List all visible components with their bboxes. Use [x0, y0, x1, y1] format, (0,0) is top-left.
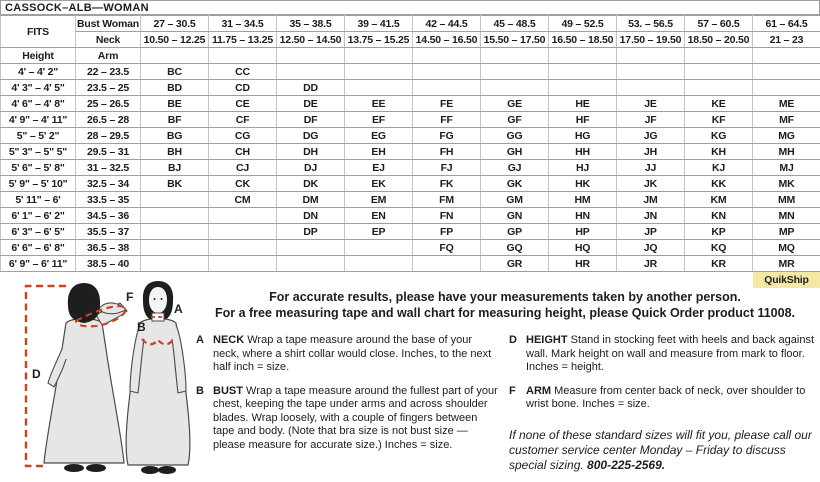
size-code-cell: DN — [277, 208, 345, 224]
spacer-cell — [141, 48, 209, 64]
size-code-cell: HN — [549, 208, 617, 224]
size-code-cell: BC — [141, 64, 209, 80]
size-code-cell: MH — [753, 144, 820, 160]
bust-range-header: 35 – 38.5 — [277, 16, 345, 32]
neck-range-header: 13.75 – 15.25 — [345, 32, 413, 48]
instruction-letter: A — [196, 334, 204, 346]
table-row — [1, 208, 820, 224]
back-view-figure — [44, 283, 127, 472]
size-code-cell: FK — [413, 176, 481, 192]
size-code-cell: EG — [345, 128, 413, 144]
size-code-cell: CE — [209, 96, 277, 112]
arm-range-cell: 23.5 – 25 — [76, 80, 141, 96]
height-range-cell: 4' – 4' 2" — [1, 64, 76, 80]
table-row — [1, 224, 820, 240]
height-range-cell: 5" – 5' 2" — [1, 128, 76, 144]
size-code-cell: GK — [481, 176, 549, 192]
unavailable-cell — [209, 256, 277, 272]
size-code-cell: EP — [345, 224, 413, 240]
unavailable-cell — [141, 208, 209, 224]
table-row — [1, 176, 820, 192]
size-code-cell: GF — [481, 112, 549, 128]
intro-line-1: For accurate results, please have your measurements taken by another person. — [269, 290, 741, 304]
height-range-cell: 4' 9" – 4' 11" — [1, 112, 76, 128]
size-code-cell: GQ — [481, 240, 549, 256]
arm-range-cell: 25 – 26.5 — [76, 96, 141, 112]
height-range-cell: 4' 6" – 4' 8" — [1, 96, 76, 112]
height-range-cell: 6' 3" – 6' 5" — [1, 224, 76, 240]
table-title: CASSOCK–ALB—WOMAN — [0, 0, 820, 15]
size-code-cell: ME — [753, 96, 820, 112]
size-code-cell: JP — [617, 224, 685, 240]
size-code-cell: BH — [141, 144, 209, 160]
size-code-cell: GG — [481, 128, 549, 144]
size-code-cell: JQ — [617, 240, 685, 256]
unavailable-cell — [413, 64, 481, 80]
size-code-cell: DD — [277, 80, 345, 96]
instruction-bust — [196, 385, 501, 453]
size-code-cell: JK — [617, 176, 685, 192]
size-code-cell: FJ — [413, 160, 481, 176]
height-range-cell: 5' 9" – 5' 10" — [1, 176, 76, 192]
table-row — [1, 144, 820, 160]
instruction-neck — [196, 334, 501, 375]
table-row — [1, 256, 820, 272]
unavailable-cell — [481, 80, 549, 96]
instructions-right-column — [509, 334, 814, 473]
size-code-cell: DG — [277, 128, 345, 144]
size-code-cell: DK — [277, 176, 345, 192]
neck-row-label: Neck — [76, 32, 141, 48]
height-range-cell: 6' 9" – 6' 11" — [1, 256, 76, 272]
unavailable-cell — [413, 80, 481, 96]
size-code-cell: CJ — [209, 160, 277, 176]
size-code-cell: DF — [277, 112, 345, 128]
size-code-cell: JE — [617, 96, 685, 112]
arm-range-cell: 35.5 – 37 — [76, 224, 141, 240]
figure-label-b: B — [137, 320, 146, 334]
unavailable-cell — [345, 80, 413, 96]
size-code-cell: JR — [617, 256, 685, 272]
measuring-instructions — [196, 289, 814, 473]
size-code-cell: HR — [549, 256, 617, 272]
arm-range-cell: 29.5 – 31 — [76, 144, 141, 160]
size-code-cell: EK — [345, 176, 413, 192]
unavailable-cell — [617, 80, 685, 96]
table-row — [1, 192, 820, 208]
bust-range-header: 42 – 44.5 — [413, 16, 481, 32]
arm-range-cell: 26.5 – 28 — [76, 112, 141, 128]
unavailable-cell — [141, 240, 209, 256]
size-code-cell: MN — [753, 208, 820, 224]
unavailable-cell — [209, 208, 277, 224]
unavailable-cell — [345, 256, 413, 272]
instruction-height — [509, 334, 814, 375]
size-code-cell: MQ — [753, 240, 820, 256]
neck-range-header: 21 – 23 — [753, 32, 820, 48]
size-code-cell: KF — [685, 112, 753, 128]
size-code-cell: JH — [617, 144, 685, 160]
unavailable-cell — [685, 80, 753, 96]
size-code-cell: GP — [481, 224, 549, 240]
size-code-cell: HQ — [549, 240, 617, 256]
size-code-cell: HM — [549, 192, 617, 208]
quikship-badge: QuikShip — [753, 272, 820, 289]
size-code-cell: GN — [481, 208, 549, 224]
table-row — [1, 64, 820, 80]
size-code-cell: CK — [209, 176, 277, 192]
bust-range-header: 53. – 56.5 — [617, 16, 685, 32]
unavailable-cell — [277, 64, 345, 80]
arm-range-cell: 34.5 – 36 — [76, 208, 141, 224]
height-column-label: Height — [1, 48, 76, 64]
measuring-section — [0, 285, 820, 482]
size-code-cell: FQ — [413, 240, 481, 256]
size-code-cell: HF — [549, 112, 617, 128]
unavailable-cell — [209, 224, 277, 240]
size-code-cell: GR — [481, 256, 549, 272]
neck-range-header: 12.50 – 14.50 — [277, 32, 345, 48]
instruction-text: Wrap a tape measure around the fullest part of your chest, keeping the tape under arms and across shoulder blades. Wrap loosely, with a couple of fingers between tape and body. (Note that bra size is not bust size — please measure for accurate size.) Inches = size. — [213, 384, 498, 451]
size-code-cell: EN — [345, 208, 413, 224]
neck-range-header: 16.50 – 18.50 — [549, 32, 617, 48]
size-code-cell: MP — [753, 224, 820, 240]
size-code-cell: DH — [277, 144, 345, 160]
size-code-cell: FN — [413, 208, 481, 224]
size-table — [0, 15, 820, 288]
size-code-cell: JJ — [617, 160, 685, 176]
bust-range-header: 49 – 52.5 — [549, 16, 617, 32]
size-code-cell: KN — [685, 208, 753, 224]
spacer-cell — [617, 48, 685, 64]
unavailable-cell — [753, 80, 820, 96]
figure-label-d: D — [32, 367, 41, 381]
neck-range-header: 11.75 – 13.25 — [209, 32, 277, 48]
unavailable-cell — [345, 64, 413, 80]
neck-range-header: 10.50 – 12.25 — [141, 32, 209, 48]
size-code-cell: DE — [277, 96, 345, 112]
arm-range-cell: 32.5 – 34 — [76, 176, 141, 192]
table-row — [1, 112, 820, 128]
size-code-cell: CD — [209, 80, 277, 96]
size-code-cell: JG — [617, 128, 685, 144]
instruction-term: HEIGHT — [526, 334, 568, 346]
arm-range-cell: 22 – 23.5 — [76, 64, 141, 80]
instruction-term: ARM — [526, 384, 552, 397]
spacer-cell — [753, 48, 820, 64]
neck-range-header: 18.50 – 20.50 — [685, 32, 753, 48]
bust-range-header: 45 – 48.5 — [481, 16, 549, 32]
neck-range-header: 15.50 – 17.50 — [481, 32, 549, 48]
instruction-letter: D — [509, 334, 517, 346]
unavailable-cell — [413, 256, 481, 272]
size-code-cell: HE — [549, 96, 617, 112]
size-code-cell: JF — [617, 112, 685, 128]
spacer-cell — [413, 48, 481, 64]
instruction-term: NECK — [213, 334, 245, 346]
size-code-cell: MJ — [753, 160, 820, 176]
size-code-cell: EM — [345, 192, 413, 208]
unavailable-cell — [617, 64, 685, 80]
height-range-cell: 5' 6" – 5' 8" — [1, 160, 76, 176]
unavailable-cell — [141, 192, 209, 208]
bust-range-header: 27 – 30.5 — [141, 16, 209, 32]
size-code-cell: HK — [549, 176, 617, 192]
unavailable-cell — [141, 256, 209, 272]
size-code-cell: HP — [549, 224, 617, 240]
intro-line-2: For a free measuring tape and wall chart for measuring height, please Quick Order product 11008. — [214, 306, 796, 320]
size-code-cell: CF — [209, 112, 277, 128]
size-code-cell: DM — [277, 192, 345, 208]
special-note-text: If none of these standard sizes will fit you, please call our customer service center Monday – Friday to discuss special sizing. — [509, 427, 812, 472]
size-code-cell: KE — [685, 96, 753, 112]
size-code-cell: JM — [617, 192, 685, 208]
figure-illustration — [6, 279, 196, 479]
arm-column-label: Arm — [76, 48, 141, 64]
unavailable-cell — [481, 64, 549, 80]
instruction-letter: F — [509, 384, 516, 397]
size-code-cell: HH — [549, 144, 617, 160]
spacer-cell — [549, 48, 617, 64]
bust-range-header: 39 – 41.5 — [345, 16, 413, 32]
size-code-cell: EE — [345, 96, 413, 112]
height-range-cell: 6' 6" – 6' 8" — [1, 240, 76, 256]
neck-range-header: 17.50 – 19.50 — [617, 32, 685, 48]
unavailable-cell — [345, 240, 413, 256]
height-range-cell: 5' 11" – 6' — [1, 192, 76, 208]
arm-range-cell: 36.5 – 38 — [76, 240, 141, 256]
instruction-letter: B — [196, 384, 204, 397]
size-code-cell: MR — [753, 256, 820, 272]
unavailable-cell — [549, 64, 617, 80]
table-row — [1, 240, 820, 256]
size-code-cell: HG — [549, 128, 617, 144]
size-code-cell: FE — [413, 96, 481, 112]
instruction-text: Stand in stocking feet with heels and back against wall. Mark height on wall and measure from mark to floor. Inches = height. — [526, 334, 814, 373]
neck-range-header: 14.50 – 16.50 — [413, 32, 481, 48]
instructions-left-column — [196, 334, 501, 473]
size-code-cell: KR — [685, 256, 753, 272]
arm-range-cell: 28 – 29.5 — [76, 128, 141, 144]
unavailable-cell — [141, 224, 209, 240]
size-code-cell: CG — [209, 128, 277, 144]
size-code-cell: MG — [753, 128, 820, 144]
height-range-cell: 4' 3" – 4' 5" — [1, 80, 76, 96]
unavailable-cell — [277, 240, 345, 256]
height-range-cell: 6' 1" – 6' 2" — [1, 208, 76, 224]
size-code-cell: BF — [141, 112, 209, 128]
size-code-cell: EF — [345, 112, 413, 128]
height-range-cell: 5" 3" – 5" 5" — [1, 144, 76, 160]
unavailable-cell — [277, 256, 345, 272]
bust-range-header: 57 – 60.5 — [685, 16, 753, 32]
instruction-arm — [509, 385, 814, 412]
size-code-cell: CH — [209, 144, 277, 160]
bust-range-header: 31 – 34.5 — [209, 16, 277, 32]
arm-range-cell: 31 – 32.5 — [76, 160, 141, 176]
spacer-cell — [685, 48, 753, 64]
size-code-cell: DJ — [277, 160, 345, 176]
table-row — [1, 160, 820, 176]
table-row — [1, 96, 820, 112]
size-code-cell: JN — [617, 208, 685, 224]
spacer-cell — [481, 48, 549, 64]
size-code-cell: HJ — [549, 160, 617, 176]
instruction-term: BUST — [213, 384, 243, 397]
size-code-cell: GM — [481, 192, 549, 208]
size-code-cell: BJ — [141, 160, 209, 176]
spacer-cell — [277, 48, 345, 64]
table-row — [1, 128, 820, 144]
size-code-cell: BE — [141, 96, 209, 112]
size-code-cell: BD — [141, 80, 209, 96]
size-code-cell: MF — [753, 112, 820, 128]
figure-label-a: A — [174, 302, 183, 316]
size-code-cell: DP — [277, 224, 345, 240]
size-code-cell: KP — [685, 224, 753, 240]
table-row — [1, 80, 820, 96]
size-code-cell: EH — [345, 144, 413, 160]
size-code-cell: GH — [481, 144, 549, 160]
fits-header-cell: FITS — [1, 16, 76, 48]
size-code-cell: MK — [753, 176, 820, 192]
size-code-cell: FH — [413, 144, 481, 160]
spacer-cell — [345, 48, 413, 64]
instruction-text: Measure from center back of neck, over shoulder to wrist bone. Inches = size. — [526, 384, 806, 410]
intro-text — [196, 289, 814, 321]
size-code-cell: GJ — [481, 160, 549, 176]
size-code-cell: FM — [413, 192, 481, 208]
size-code-cell: FG — [413, 128, 481, 144]
size-code-cell: KK — [685, 176, 753, 192]
unavailable-cell — [753, 64, 820, 80]
size-code-cell: KM — [685, 192, 753, 208]
spacer-cell — [209, 48, 277, 64]
size-code-cell: FF — [413, 112, 481, 128]
bust-range-header: 61 – 64.5 — [753, 16, 820, 32]
size-code-cell: KG — [685, 128, 753, 144]
size-code-cell: BG — [141, 128, 209, 144]
phone-number: 800-225-2569. — [587, 457, 666, 472]
arm-range-cell: 33.5 – 35 — [76, 192, 141, 208]
unavailable-cell — [549, 80, 617, 96]
unavailable-cell — [209, 240, 277, 256]
size-code-cell: EJ — [345, 160, 413, 176]
size-code-cell: BK — [141, 176, 209, 192]
arm-range-cell: 38.5 – 40 — [76, 256, 141, 272]
size-code-cell: GE — [481, 96, 549, 112]
size-code-cell: MM — [753, 192, 820, 208]
special-sizing-note — [509, 428, 814, 473]
size-code-cell: KJ — [685, 160, 753, 176]
size-code-cell: KQ — [685, 240, 753, 256]
figure-label-f: F — [126, 290, 134, 304]
size-code-cell: CM — [209, 192, 277, 208]
size-code-cell: FP — [413, 224, 481, 240]
instruction-text: Wrap a tape measure around the base of your neck, where a shirt collar would close. Inches, to the next half inch = size. — [213, 334, 492, 373]
size-code-cell: KH — [685, 144, 753, 160]
size-code-cell: CC — [209, 64, 277, 80]
unavailable-cell — [685, 64, 753, 80]
bust-row-label: Bust Woman — [77, 17, 139, 30]
